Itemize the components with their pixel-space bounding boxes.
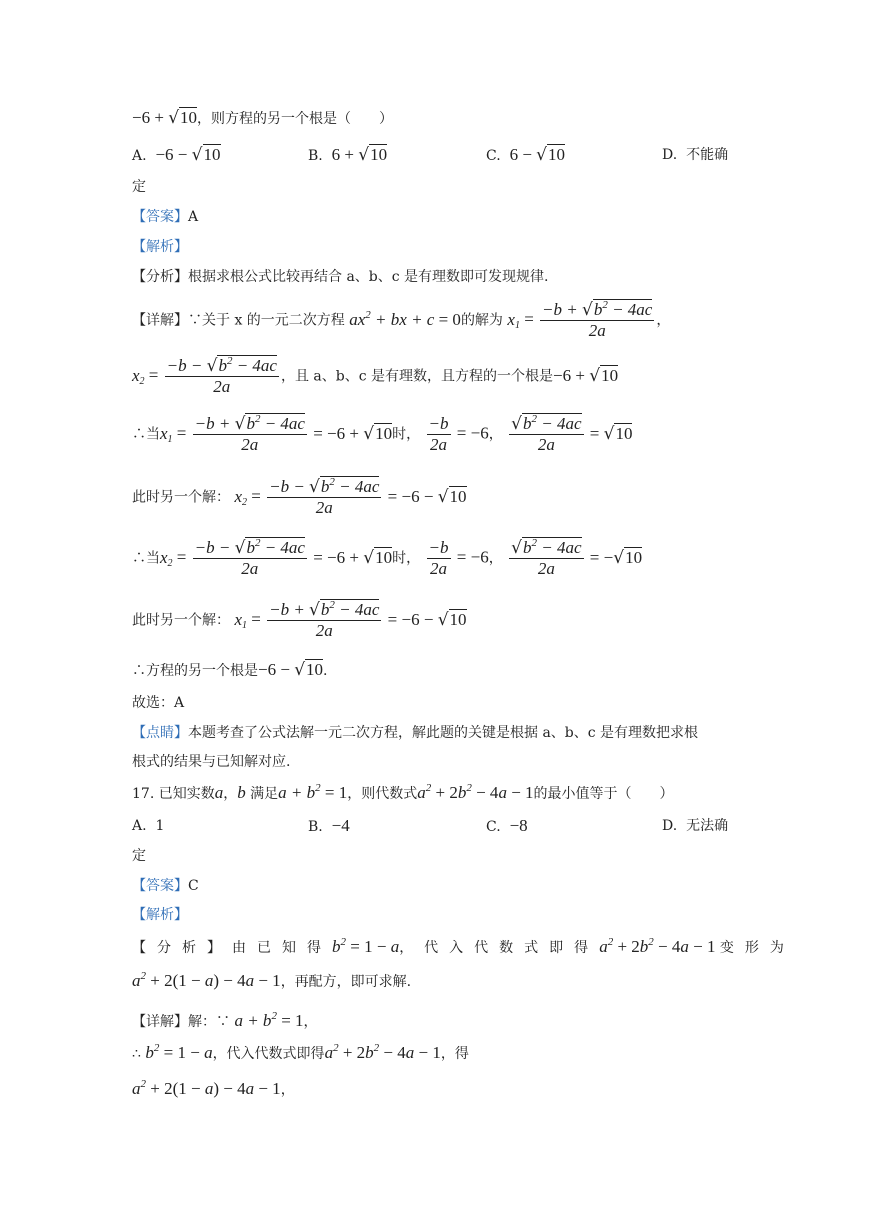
q16-dianjing-2: 根式的结果与已知解对应. <box>132 754 291 770</box>
q16-detail-line1: 【详解】∵关于 x 的一元二次方程 $ax^2$ + bx + c = 0的解为 $x_1$ = $\frac{-b + √b^2 - 4ac}{2a}$ ， <box>132 299 671 340</box>
q17-option-a: A. 1 <box>132 818 165 834</box>
q16-stem-tail-line: −6 + √10，则方程的另一个根是（ ） <box>132 108 394 128</box>
q16-answer: 【答案】A <box>132 209 199 225</box>
q17-detail-3: $a^2 + 2(1 - a) - 4a - 1$， <box>132 1078 295 1098</box>
q16-conclusion: ∴方程的另一个根是−6 − √10. <box>132 660 328 680</box>
q17-fenxi-2: $a^2 + 2(1 - a) - 4a - 1$，再配方，即可求解. <box>132 970 412 990</box>
q17-detail-1: 【详解】解：∵ $a + b^2 = 1$， <box>132 1010 318 1030</box>
q16-option-wrap: 定 <box>132 179 146 195</box>
q16-dianjing-1: 【点睛】本题考查了公式法解一元二次方程，解此题的关键是根据 a、b、c 是有理数把求根 <box>132 725 699 741</box>
q17-option-c: C. −8 <box>486 816 528 835</box>
q16-fenxi: 【分析】根据求根公式比较再结合 a、b、c 是有理数即可发现规律. <box>132 269 549 285</box>
q16-detail-line2: $x_2$ = $\frac{-b - √b^2 - 4ac}{2a}$ ，且 a、b、c 是有理数，且方程的一个根是−6 + √10 <box>132 355 619 396</box>
q17-detail-2: ∴ $b^2 = 1 - a$，代入代数式即得$a^2 + 2b^2 - 4a - 1$，得 <box>132 1042 469 1062</box>
q17-answer: 【答案】C <box>132 878 199 894</box>
q17-fenxi-1: 【分析】由已知得$b^2 = 1 - a$，代入代数式即得$a^2 + 2b^2 - 4a - 1$ 变形为 <box>132 936 795 956</box>
q16-case2-other: 此时另一个解： $x_1$ = $\frac{-b + √b^2 - 4ac}{2a}$ = −6 − √10 <box>132 599 467 640</box>
q16-case1: ∴当$x_1$ = $\frac{-b + √b^2 - 4ac}{2a}$ = −6 + √10时， $\frac{-b}{2a}$ = −6， $\frac{√b^2 - 4ac}{2a}$ = √10 <box>132 413 633 454</box>
q17-stem: 17. 已知实数a，b 满足$a + b^2 = 1$，则代数式$a^2 + 2b^2 - 4a - 1$的最小值等于（ ） <box>132 782 674 802</box>
q16-analysis-tag: 【解析】 <box>132 239 188 255</box>
q16-option-a: A. −6 − √10 <box>132 145 221 165</box>
q16-option-b: B. 6 + √10 <box>308 145 388 165</box>
q17-analysis-tag: 【解析】 <box>132 907 188 923</box>
q16-option-d: D. 不能确 <box>662 147 729 163</box>
q16-stem-tail: ，则方程的另一个根是（ ） <box>197 111 394 127</box>
q16-case2: ∴当$x_2$ = $\frac{-b - √b^2 - 4ac}{2a}$ = −6 + √10时， $\frac{-b}{2a}$ = −6， $\frac{√b^2 - 4ac}{2a}$ = −√10 <box>132 537 643 578</box>
q16-option-c: C. 6 − √10 <box>486 145 566 165</box>
q17-option-b: B. −4 <box>308 816 350 835</box>
q16-case1-other: 此时另一个解： $x_2$ = $\frac{-b - √b^2 - 4ac}{2a}$ = −6 − √10 <box>132 476 467 517</box>
q17-option-d: D. 无法确 <box>662 818 729 834</box>
q16-choice: 故选：A <box>132 695 185 711</box>
q17-option-wrap: 定 <box>132 848 146 864</box>
